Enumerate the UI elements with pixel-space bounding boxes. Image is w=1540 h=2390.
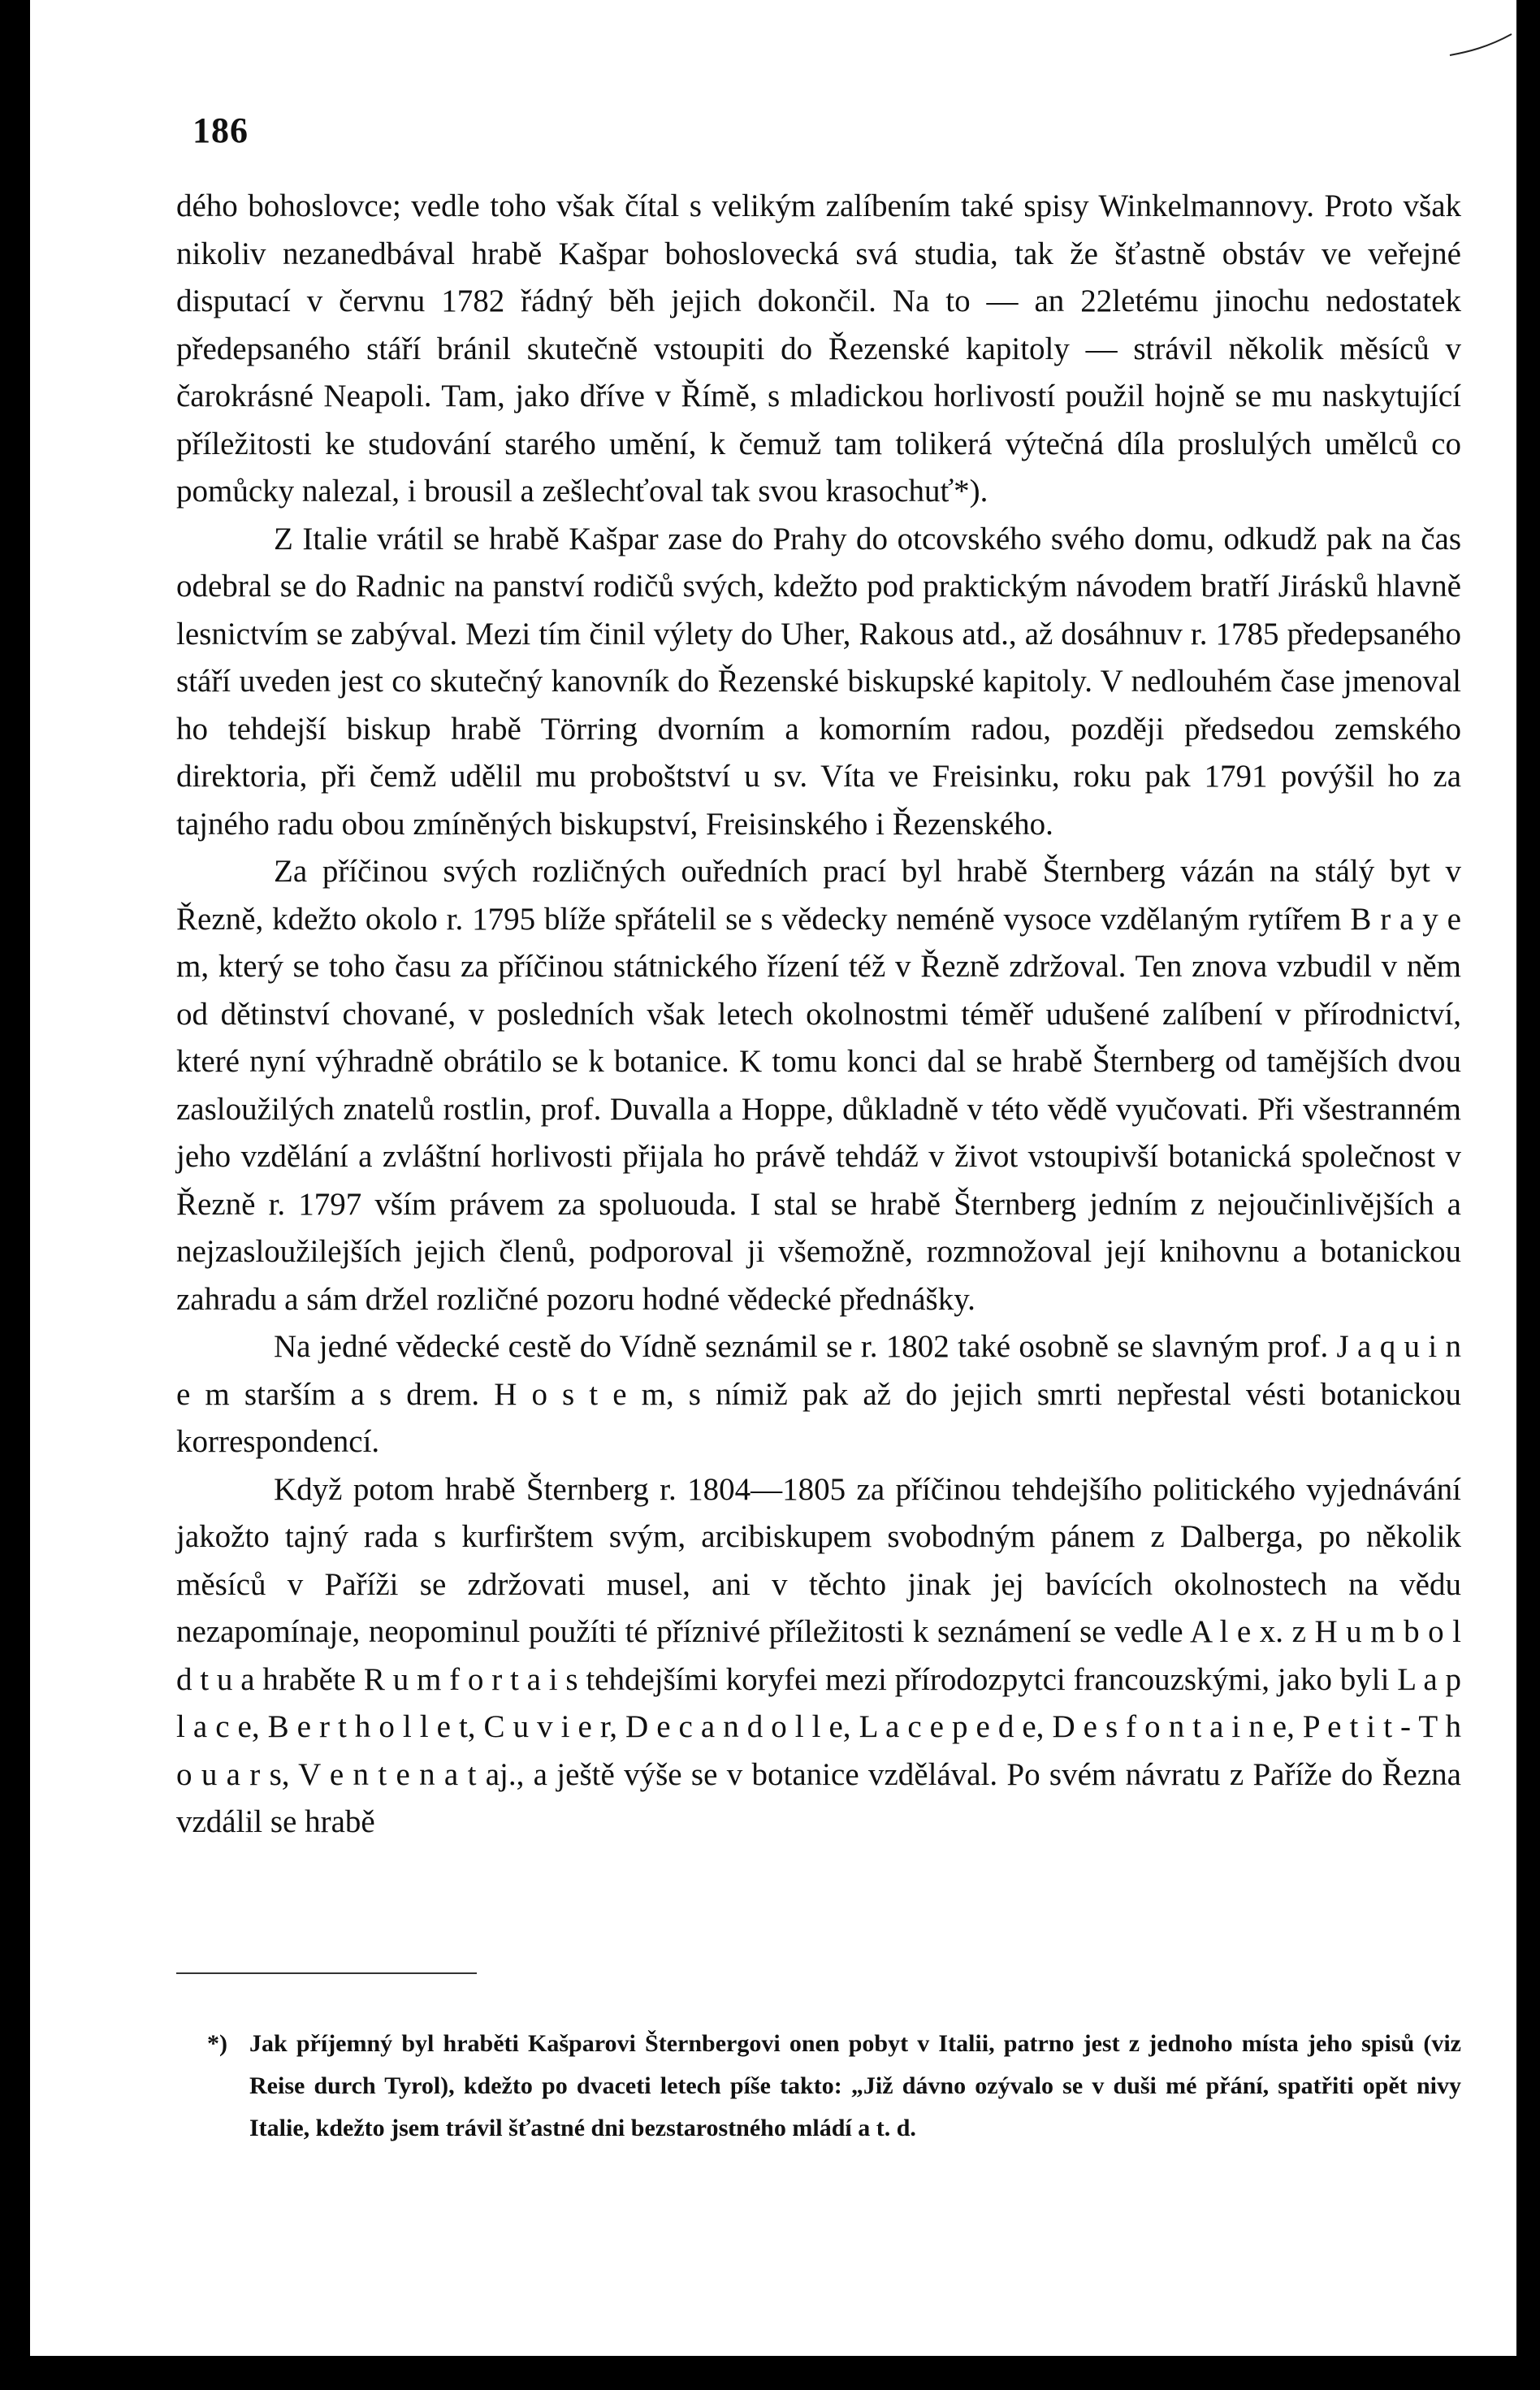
paragraph: Když potom hrabě Šternberg r. 1804—1805 za příčinou tehdejšího politického vyjednávání jakožto tajný rada s kurfirštem svým, arcibiskupem svobodným pánem z Dalberga, po několik měsíců v Paříži se zdržovati musel, ani v těchto jinak jej bavících okolnostech na vědu nezapomínaje, neopominul použíti té příznivé příležitosti k seznámení se vedle A l e x. z H u m b o l d t u a hraběte R u m f o r t a i s tehdejšími koryfei mezi přírodozpytci francouzskými, jako byli L a p l a c e, B e r t h o l l e t, C u v i e r, D e c a n d o l l e, L a c e p e d e, D e s f o n t a i n e, P e t i t - T h o u a r s, V e n t e n a t aj., a ještě výše se v botanice vzdělával. Po svém návratu z Paříže do Řezna vzdálil se hrabě bbox=[176, 1471, 1461, 1839]
pen-stroke-mark bbox=[1443, 24, 1516, 65]
paragraph: Na jedné vědecké cestě do Vídně seznámil se r. 1802 také osobně se slavným prof. J a q u i n e m starším a s drem. H o s t e m, s nímiž pak až do jejich smrti nepřestal vésti botanickou korrespondencí. bbox=[176, 1329, 1461, 1459]
book-page bbox=[30, 0, 1516, 2356]
footnote bbox=[207, 2023, 1461, 2150]
footnote-marker: *) bbox=[207, 2030, 227, 2057]
paragraph: Za příčinou svých rozličných ouředních prací byl hrabě Šternberg vázán na stálý byt v Řezně, kdežto okolo r. 1795 blíže spřátelil se s vědecky neméně vysoce vzdělaným rytířem B r a y e m, který se toho času za příčinou státnického řízení též v Řezně zdržoval. Ten znova vzbudil v něm od dětinství chované, v posledních však letech okolnostmi téměř udušené zalíbení v přírodnictví, které nyní výhradně obrátilo se k botanice. K tomu konci dal se hrabě Šternberg od tamějších dvou zasloužilých znatelů rostlin, prof. Duvalla a Hoppe, důkladně v této vědě vyučovati. Při všestranném jeho vzdělání a zvláštní horlivosti přijala ho právě tehdáž v život vstoupivší botanická společnost v Řezně r. 1797 vším právem za spoluouda. I stal se hrabě Šternberg jedním z nejoučinlivějších a nejzasloužilejších jejich členů, podporoval ji všemožně, rozmnožoval její knihovnu a botanickou zahradu a sám držel rozličné pozoru hodné vědecké přednášky. bbox=[176, 854, 1461, 1317]
footnote-divider bbox=[176, 1972, 477, 1974]
page-number: 186 bbox=[192, 110, 249, 150]
paragraph-continuation: dého bohoslovce; vedle toho však čítal s velikým zalíbením také spisy Winkelmannovy. Proto však nikoliv nezanedbával hrabě Kašpar bohoslovecká svá studia, tak že šťastně obstáv ve veřejné disputací v červnu 1782 řádný běh jejich dokončil. Na to — an 22letému jinochu nedostatek předepsaného stáří bránil skutečně vstoupiti do Řezenské kapitoly — strávil několik měsíců v čarokrásné Neapoli. Tam, jako dříve v Římě, s mladickou horlivostí použil hojně se mu naskytující příležitosti ke studování starého umění, k čemuž tam tolikerá výtečná díla proslulých umělců co pomůcky nalezal, i brousil a zešlechťoval tak svou krasochuť*). bbox=[176, 188, 1461, 509]
footnote-text: Jak příjemný byl hraběti Kašparovi Šternbergovi onen pobyt v Italii, patrno jest z jednoho místa jeho spisů (viz Reise durch Tyrol), kdežto po dvaceti letech píše takto: „Již dávno ozývalo se v duši mé přání, spatřiti opět nivy Italie, kdežto jsem trávil šťastné dni bezstarostného mládí a t. d. bbox=[249, 2030, 1461, 2141]
paragraph: Z Italie vrátil se hrabě Kašpar zase do Prahy do otcovského svého domu, odkudž pak na čas odebral se do Radnic na panství rodičů svých, kdežto pod praktickým návodem bratří Jirásků hlavně lesnictvím se zabýval. Mezi tím činil výlety do Uher, Rakous atd., až dosáhnuv r. 1785 předepsaného stáří uveden jest co skutečný kanovník do Řezenské biskupské kapitoly. V nedlouhém čase jmenoval ho tehdejší biskup hrabě Törring dvorním a komorním radou, později předsedou zemského direktoria, při čemž udělil mu proboštství u sv. Víta ve Freisinku, roku pak 1791 povýšil ho za tajného radu obou zmíněných biskupství, Freisinského i Řezenského. bbox=[176, 521, 1461, 842]
body-text bbox=[176, 183, 1461, 1847]
